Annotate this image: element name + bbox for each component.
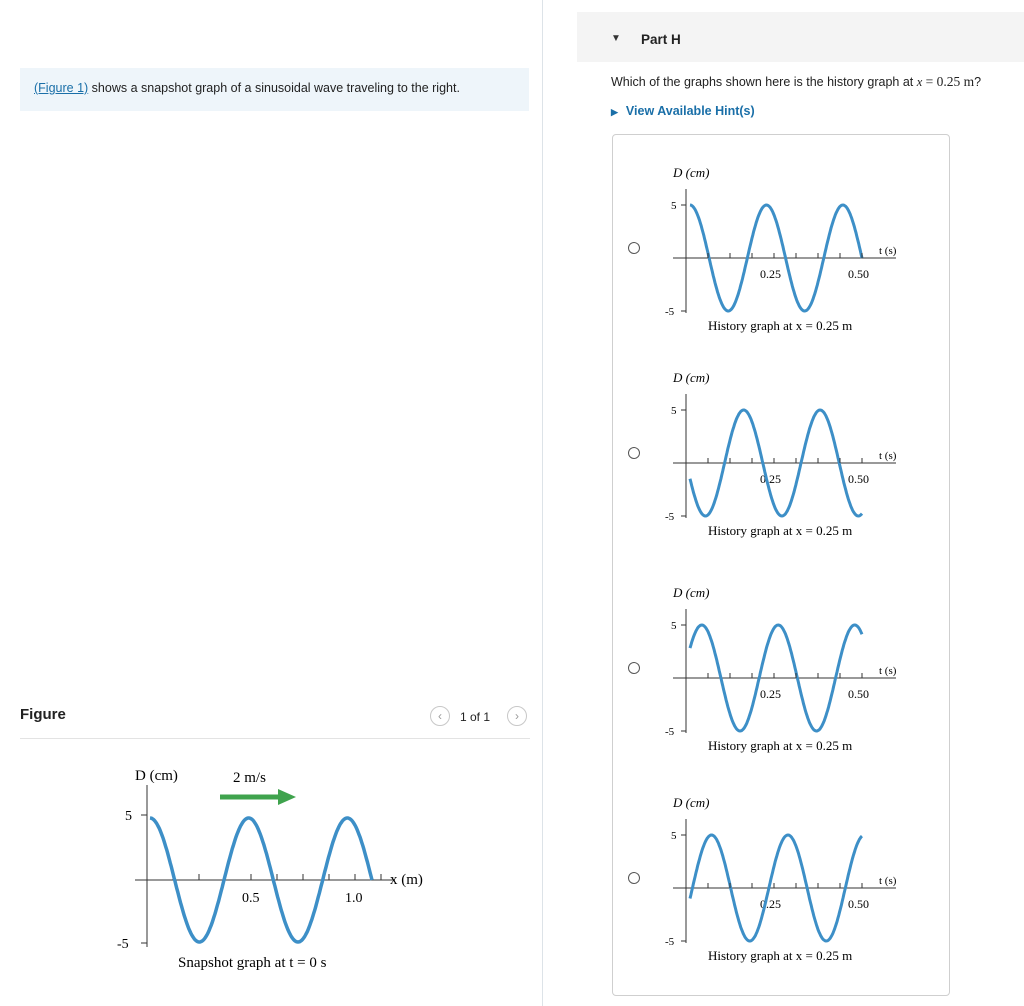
option-tick-label-a: 0.25 xyxy=(760,897,781,911)
option-t-ticks xyxy=(708,673,862,678)
option-ylabel: D (cm) xyxy=(673,165,710,180)
snapshot-ylabel-bottom: -5 xyxy=(117,937,129,952)
snapshot-ylabel-top: 5 xyxy=(125,809,132,824)
option-tick-label-b: 0.50 xyxy=(848,897,869,911)
figure-header xyxy=(20,704,530,739)
option-tick-label-b: 0.50 xyxy=(848,267,869,281)
figure-pager: 1 of 1 xyxy=(460,710,491,724)
speed-arrow-icon xyxy=(278,789,296,805)
option-graph-1 xyxy=(653,165,903,355)
option-tlabel: t (s) xyxy=(879,450,897,462)
option-tick-label-b: 0.50 xyxy=(848,687,869,701)
option-caption: History graph at x = 0.25 m xyxy=(708,523,853,538)
option-caption: History graph at x = 0.25 m xyxy=(708,948,853,963)
question-value: = 0.25 m xyxy=(922,74,975,89)
option-caption: History graph at x = 0.25 m xyxy=(708,318,853,333)
snapshot-tick-label-b: 1.0 xyxy=(345,891,363,906)
option-graph-3 xyxy=(653,585,903,775)
option-radio-1[interactable] xyxy=(628,242,640,254)
option-tlabel: t (s) xyxy=(879,875,897,887)
option-radio-4[interactable] xyxy=(628,872,640,884)
part-title: Part H xyxy=(641,32,681,47)
option-graph-4 xyxy=(653,795,903,985)
chevron-right-icon: › xyxy=(515,709,519,723)
figure-label: Figure xyxy=(20,706,66,723)
option-ylabel-top: 5 xyxy=(671,200,677,212)
snapshot-x-ticks xyxy=(173,874,381,880)
option-radio-2[interactable] xyxy=(628,447,640,459)
option-tlabel: t (s) xyxy=(879,245,897,257)
collapse-caret-icon[interactable]: ▼ xyxy=(611,33,621,44)
option-tick-label-a: 0.25 xyxy=(760,267,781,281)
option-ylabel-bottom: -5 xyxy=(665,511,675,523)
option-ylabel-bottom: -5 xyxy=(665,726,675,738)
option-tlabel: t (s) xyxy=(879,665,897,677)
prev-figure-button[interactable] xyxy=(430,706,450,726)
snapshot-ylabel: D (cm) xyxy=(135,768,178,784)
snapshot-xlabel: x (m) xyxy=(390,872,423,888)
option-ylabel-top: 5 xyxy=(671,830,677,842)
snapshot-graph xyxy=(100,755,440,985)
option-tick-label-b: 0.50 xyxy=(848,472,869,486)
option-ylabel: D (cm) xyxy=(673,585,710,600)
figure-link[interactable]: (Figure 1) xyxy=(34,81,89,95)
intro-sentence: shows a snapshot graph of a sinusoidal wave traveling to the right. xyxy=(88,81,460,95)
question-text xyxy=(611,74,981,90)
option-tick-label-a: 0.25 xyxy=(760,687,781,701)
hint-label: View Available Hint(s) xyxy=(625,104,755,118)
pane-divider xyxy=(542,0,543,1006)
answer-options xyxy=(612,134,950,996)
snapshot-tick-label-a: 0.5 xyxy=(242,891,260,906)
option-graph-2 xyxy=(653,370,903,560)
view-hints-toggle[interactable] xyxy=(611,104,755,118)
hint-caret-icon: ▶ xyxy=(611,107,618,117)
next-figure-button[interactable] xyxy=(507,706,527,726)
option-ylabel: D (cm) xyxy=(673,370,710,385)
snapshot-caption: Snapshot graph at t = 0 s xyxy=(178,955,327,971)
option-ylabel-top: 5 xyxy=(671,405,677,417)
option-ylabel-bottom: -5 xyxy=(665,306,675,318)
option-ylabel: D (cm) xyxy=(673,795,710,810)
question-variable: x xyxy=(916,75,923,89)
option-ylabel-bottom: -5 xyxy=(665,936,675,948)
option-tick-label-a: 0.25 xyxy=(760,472,781,486)
question-end: ? xyxy=(974,75,982,89)
chevron-left-icon: ‹ xyxy=(438,709,442,723)
part-header[interactable] xyxy=(577,12,1024,62)
intro-text xyxy=(20,68,529,111)
option-radio-3[interactable] xyxy=(628,662,640,674)
question-stem: Which of the graphs shown here is the history graph at xyxy=(611,75,917,89)
option-caption: History graph at x = 0.25 m xyxy=(708,738,853,753)
question-pane xyxy=(550,0,1024,1006)
option-ylabel-top: 5 xyxy=(671,620,677,632)
speed-label: 2 m/s xyxy=(233,770,266,786)
